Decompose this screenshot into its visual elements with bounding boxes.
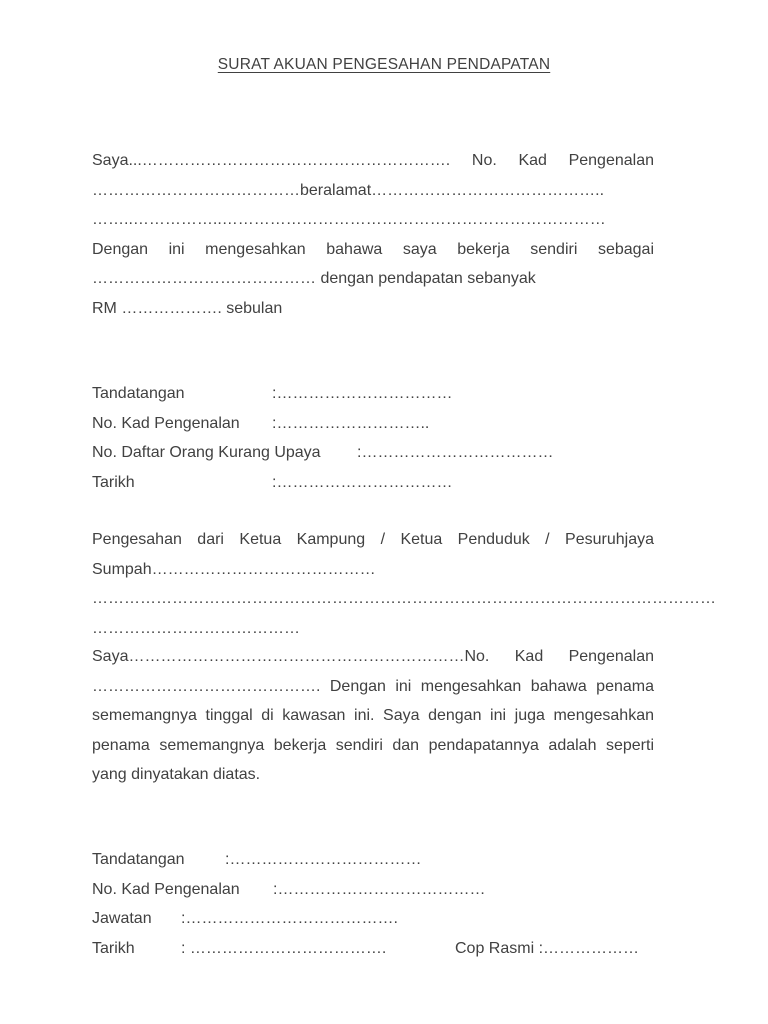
document-title: SURAT AKUAN PENGESAHAN PENDAPATAN: [217, 56, 551, 73]
declaration-line-saya: Saya………………………………………………………No. Kad Pengenalan: [92, 648, 654, 665]
dotted-field-daftar-oku: :………………………………: [357, 444, 554, 462]
form-row-tandatangan: [92, 379, 654, 409]
form-row-kad-pengenalan-2: [92, 875, 654, 905]
form-row-jawatan: [92, 904, 654, 934]
signature-block-verifier: [92, 845, 654, 963]
dotted-field-jawatan: :………………………………….: [181, 910, 398, 928]
confirmation-line-dots-1: ………………………………………………………………………………………………………: [92, 590, 716, 608]
field-label-kad-pengenalan: No. Kad Pengenalan: [92, 414, 240, 432]
field-label-tandatangan-2: Tandatangan: [92, 851, 185, 868]
dotted-field-tandatangan: :……………………………: [272, 385, 453, 402]
field-label-daftar-oku: No. Daftar Orang Kurang Upaya: [92, 444, 321, 462]
field-label-tarikh: Tarikh: [92, 473, 135, 491]
dotted-field-tandatangan-2: :………………………………: [225, 851, 422, 868]
dotted-field-kad-pengenalan: :………………………..: [272, 414, 430, 432]
field-label-tandatangan: Tandatangan: [92, 385, 185, 402]
declaration-section: [92, 642, 654, 790]
confirmation-line-sumpah: Sumpah……………………………………: [92, 560, 376, 578]
dotted-field-tarikh: :……………………………: [272, 473, 453, 491]
dotted-field-kad-pengenalan-2: :…………………………………: [273, 880, 486, 898]
intro-line-rm-sebulan: RM ………………. sebulan: [92, 299, 283, 317]
intro-section: [92, 146, 654, 324]
intro-line-pendapatan: …………………………………… dengan pendapatan sebanyak: [92, 270, 536, 288]
field-label-jawatan: Jawatan: [92, 910, 152, 928]
form-row-kad-pengenalan: [92, 409, 654, 439]
declaration-line-bekerja: penama sememangnya bekerja sendiri dan pendapatannya adalah seperti: [92, 736, 654, 754]
declaration-line-tinggal: sememangnya tinggal di kawasan ini. Saya dengan ini juga mengesahkan: [92, 707, 654, 725]
dotted-field-tarikh-2: : ……………………………….: [181, 939, 387, 957]
confirmation-section: [92, 525, 716, 643]
form-row-tandatangan-2: [92, 845, 654, 875]
cop-rasmi-field: Cop Rasmi :………………: [455, 939, 640, 957]
intro-line-address-dots: ……..……………..………………………………………………………………: [92, 211, 606, 229]
intro-line-saya: Saya...…………………………………………………. No. Kad Pengenalan: [92, 152, 654, 169]
confirmation-line-dots-2: …………………………………: [92, 619, 300, 637]
confirmation-line-pengesahan: Pengesahan dari Ketua Kampung / Ketua Penduduk / Pesuruhjaya: [92, 531, 654, 548]
intro-line-dengan-ini: Dengan ini mengesahkan bahawa saya bekerja sendiri sebagai: [92, 240, 654, 258]
intro-line-beralamat: …………………………………beralamat……………………………………..: [92, 181, 605, 199]
field-label-kad-pengenalan-2: No. Kad Pengenalan: [92, 880, 240, 898]
declaration-line-dengan-ini: ……………………………………. Dengan ini mengesahkan bahawa penama: [92, 677, 654, 695]
form-row-tarikh: [92, 468, 654, 498]
field-label-tarikh-2: Tarikh: [92, 939, 135, 957]
form-row-daftar-oku: [92, 438, 654, 468]
declaration-line-dinyatakan: yang dinyatakan diatas.: [92, 766, 261, 784]
signature-block-applicant: [92, 379, 654, 497]
form-row-tarikh-2: [92, 934, 654, 964]
